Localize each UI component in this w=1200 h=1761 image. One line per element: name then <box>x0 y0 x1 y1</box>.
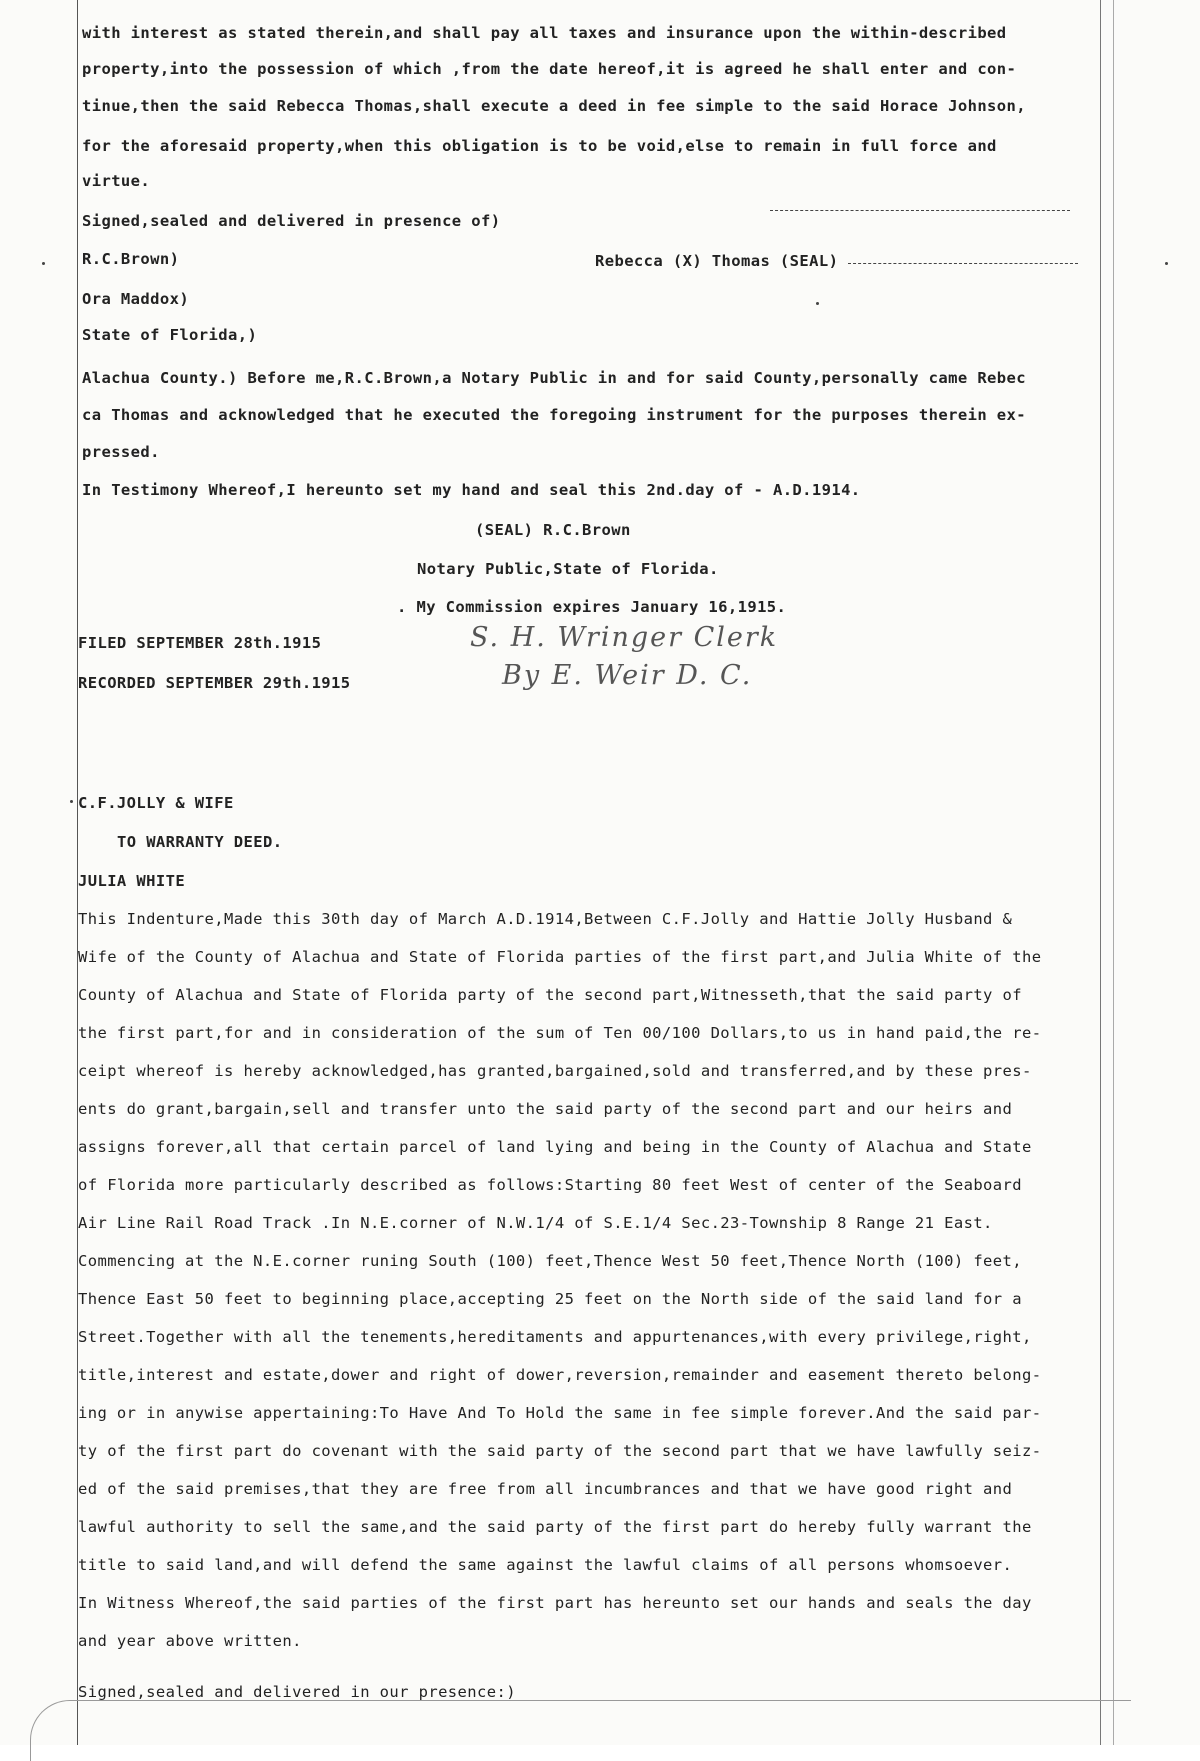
deed-party-1: C.F.JOLLY & WIFE <box>78 794 234 812</box>
scan-speck <box>1165 262 1168 265</box>
deed-text-line: County of Alachua and State of Florida party of the second part,Witnesseth,that the said party of <box>78 986 1022 1004</box>
signed-in-presence: Signed,sealed and delivered in presence of) <box>82 212 501 230</box>
deed-text-line: lawful authority to sell the same,and the said party of the first part do hereby fully warrant the <box>78 1518 1032 1536</box>
deed-text-line: title to said land,and will defend the same against the lawful claims of all persons whomsoever. <box>78 1556 1013 1574</box>
notary-title: Notary Public,State of Florida. <box>417 560 719 578</box>
deed-text-line: title,interest and estate,dower and right of dower,reversion,remainder and easement thereto belong- <box>78 1366 1042 1384</box>
deed-text-line: assigns forever,all that certain parcel of land lying and being in the County of Alachua and State <box>78 1138 1032 1156</box>
deed-text-line: ing or in anywise appertaining:To Have And To Hold the same in fee simple forever.And the said par- <box>78 1404 1042 1422</box>
scan-speck <box>70 800 73 803</box>
deed-text-line: and year above written. <box>78 1632 302 1650</box>
signature-line-upper <box>770 210 1070 211</box>
text-line: ca Thomas and acknowledged that he executed the foregoing instrument for the purposes therein ex- <box>82 406 1026 424</box>
deed-text-line: Commencing at the N.E.corner runing South (100) feet,Thence West 50 feet,Thence North (100) feet, <box>78 1252 1022 1270</box>
text-line: property,into the possession of which ,from the date hereof,it is agreed he shall enter and con- <box>82 60 1017 78</box>
right-margin-rule-outer <box>1113 0 1114 1745</box>
deed-text-line: Signed,sealed and delivered in our presence:) <box>78 1683 516 1701</box>
signatory-name: Rebecca (X) Thomas (SEAL) <box>595 252 839 270</box>
right-margin-rule <box>1100 0 1101 1745</box>
witness-name: R.C.Brown) <box>82 250 180 268</box>
deed-text-line: ty of the first part do covenant with the said party of the second part that we have lawfully seiz- <box>78 1442 1042 1460</box>
text-line: pressed. <box>82 443 160 461</box>
deed-text-line: Street.Together with all the tenements,hereditaments and appurtenances,with every privilege,right, <box>78 1328 1032 1346</box>
text-line: with interest as stated therein,and shall pay all taxes and insurance upon the within-described <box>82 24 1007 42</box>
text-line: for the aforesaid property,when this obligation is to be void,else to remain in full force and <box>82 137 997 155</box>
text-line: virtue. <box>82 172 151 190</box>
deed-text-line: ents do grant,bargain,sell and transfer unto the said party of the second part and our heirs and <box>78 1100 1013 1118</box>
deed-text-line: Wife of the County of Alachua and State of Florida parties of the first part,and Julia White of the <box>78 948 1042 966</box>
deed-party-2: JULIA WHITE <box>78 872 186 890</box>
scan-speck <box>42 262 45 265</box>
recorded-stamp: RECORDED SEPTEMBER 29th.1915 <box>78 674 351 692</box>
text-line: Alachua County.) Before me,R.C.Brown,a Notary Public in and for said County,personally came Rebec <box>82 369 1026 387</box>
deed-text-line: In Witness Whereof,the said parties of the first part has hereunto set our hands and seals the day <box>78 1594 1032 1612</box>
witness-name: Ora Maddox) <box>82 290 190 308</box>
deed-text-line: This Indenture,Made this 30th day of March A.D.1914,Between C.F.Jolly and Hattie Jolly Husband & <box>78 910 1013 928</box>
page-edge-curve <box>30 1700 1131 1761</box>
deed-text-line: ceipt whereof is hereby acknowledged,has granted,bargained,sold and transferred,and by these pres- <box>78 1062 1032 1080</box>
deed-type: TO WARRANTY DEED. <box>117 833 283 851</box>
clerk-signature: S. H. Wringer Clerk <box>470 622 779 653</box>
filed-stamp: FILED SEPTEMBER 28th.1915 <box>78 634 322 652</box>
deputy-clerk-signature: By E. Weir D. C. <box>502 660 753 691</box>
deed-text-line: of Florida more particularly described as follows:Starting 80 feet West of center of the Seaboard <box>78 1176 1022 1194</box>
state-line: State of Florida,) <box>82 326 258 344</box>
text-line: tinue,then the said Rebecca Thomas,shall execute a deed in fee simple to the said Horace Johnson, <box>82 97 1026 115</box>
deed-text-line: ed of the said premises,that they are free from all incumbrances and that we have good right and <box>78 1480 1013 1498</box>
deed-text-line: the first part,for and in consideration of the sum of Ten 00/100 Dollars,to us in hand paid,the re- <box>78 1024 1042 1042</box>
deed-text-line: Air Line Rail Road Track .In N.E.corner of N.W.1/4 of S.E.1/4 Sec.23-Township 8 Range 21 East. <box>78 1214 993 1232</box>
notary-name: (SEAL) R.C.Brown <box>475 521 631 539</box>
testimony-line: In Testimony Whereof,I hereunto set my hand and seal this 2nd.day of - A.D.1914. <box>82 481 861 499</box>
deed-text-line: Thence East 50 feet to beginning place,accepting 25 feet on the North side of the said land for a <box>78 1290 1022 1308</box>
notary-commission: . My Commission expires January 16,1915. <box>397 598 787 616</box>
signature-line <box>848 263 1078 264</box>
scan-speck <box>816 302 819 305</box>
